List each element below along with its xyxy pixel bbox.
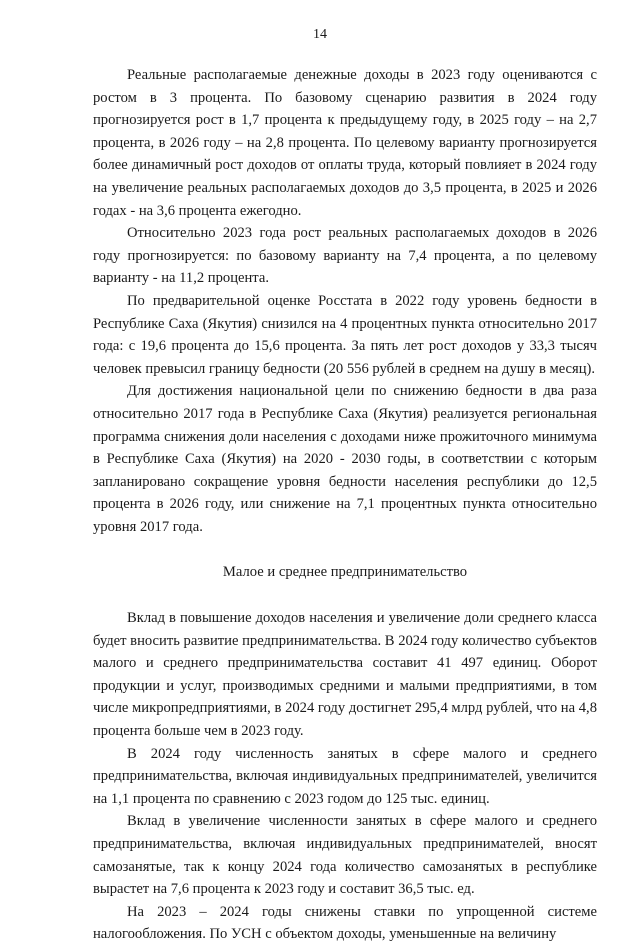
paragraph-self-employed: Вклад в увеличение численности занятых в сфере малого и среднего предпринимательства, включая индивидуальных предпринимателей, вносят самозанятые, так к концу 2024 года количество самозанятых в республике вырастет на 7,6 процента к 2023 году и составит 36,5 тыс. ед. — [93, 813, 597, 898]
document-body — [93, 64, 597, 946]
paragraph-sme-employment: В 2024 году численность занятых в сфере малого и среднего предпринимательства, включая индивидуальных предпринимателей, увеличится на 1,1 процента по сравнению с 2023 годом до 125 тыс. единиц. — [93, 745, 597, 807]
page-number: 14 — [313, 27, 327, 42]
paragraph-tax-rates: На 2023 – 2024 годы снижены ставки по упрощенной системе налогообложения. По УСН с объектом доходы, уменьшенные на величину — [93, 903, 597, 943]
paragraph-sme-contribution: Вклад в повышение доходов населения и увеличение доли среднего класса будет вносить развитие предпринимательства. В 2024 году количество субъектов малого и среднего предпринимательства составит 41 497 единиц. Оборот продукции и услуг, производимых средними и малыми предприятиями, в том числе микропредприятиями, в 2024 году достигнет 295,4 млрд рублей, что на 4,8 процента больше чем в 2023 году. — [93, 610, 597, 740]
paragraph-poverty-program: Для достижения национальной цели по снижению бедности в два раза относительно 2017 года в Республике Саха (Якутия) реализуется региональная программа снижения доли населения с доходами ниже прожиточного минимума в Республике Саха (Якутия) на 2020 - 2030 годы, в соответствии с которым запланировано сокращение уровня бедности населения республики до 12,5 процента в 2026 году, или снижение на 7,1 процентных пункта относительно уровня 2017 года. — [93, 383, 597, 535]
paragraph-poverty-level: По предварительной оценке Росстата в 2022 году уровень бедности в Республике Саха (Якутия) снизился на 4 процентных пункта относительно 2017 года: с 19,6 процента до 15,6 процента. За пять лет рост доходов у 33,3 тысяч человек превысил границу бедности (20 556 рублей в среднем на душу в месяц). — [93, 292, 597, 377]
paragraph-income-growth-2026: Относительно 2023 года рост реальных располагаемых доходов в 2026 году прогнозируется: по базовому варианту на 7,4 процента, а по целевому варианту - на 11,2 процента. — [93, 225, 597, 287]
paragraph-real-incomes: Реальные располагаемые денежные доходы в 2023 году оцениваются с ростом в 3 процента. По базовому сценарию развития в 2024 году прогнозируется рост в 1,7 процента к предыдущему году, в 2025 году – на 2,7 процента, в 2026 году – на 2,8 процента. По целевому варианту прогнозируется более динамичный рост доходов от оплаты труда, который повлияет в 2024 году на увеличение реальных располагаемых доходов до 3,5 процента, в 2025 и 2026 годах - на 3,6 процента ежегодно. — [93, 67, 597, 219]
section-heading: Малое и среднее предпринимательство — [222, 564, 468, 581]
